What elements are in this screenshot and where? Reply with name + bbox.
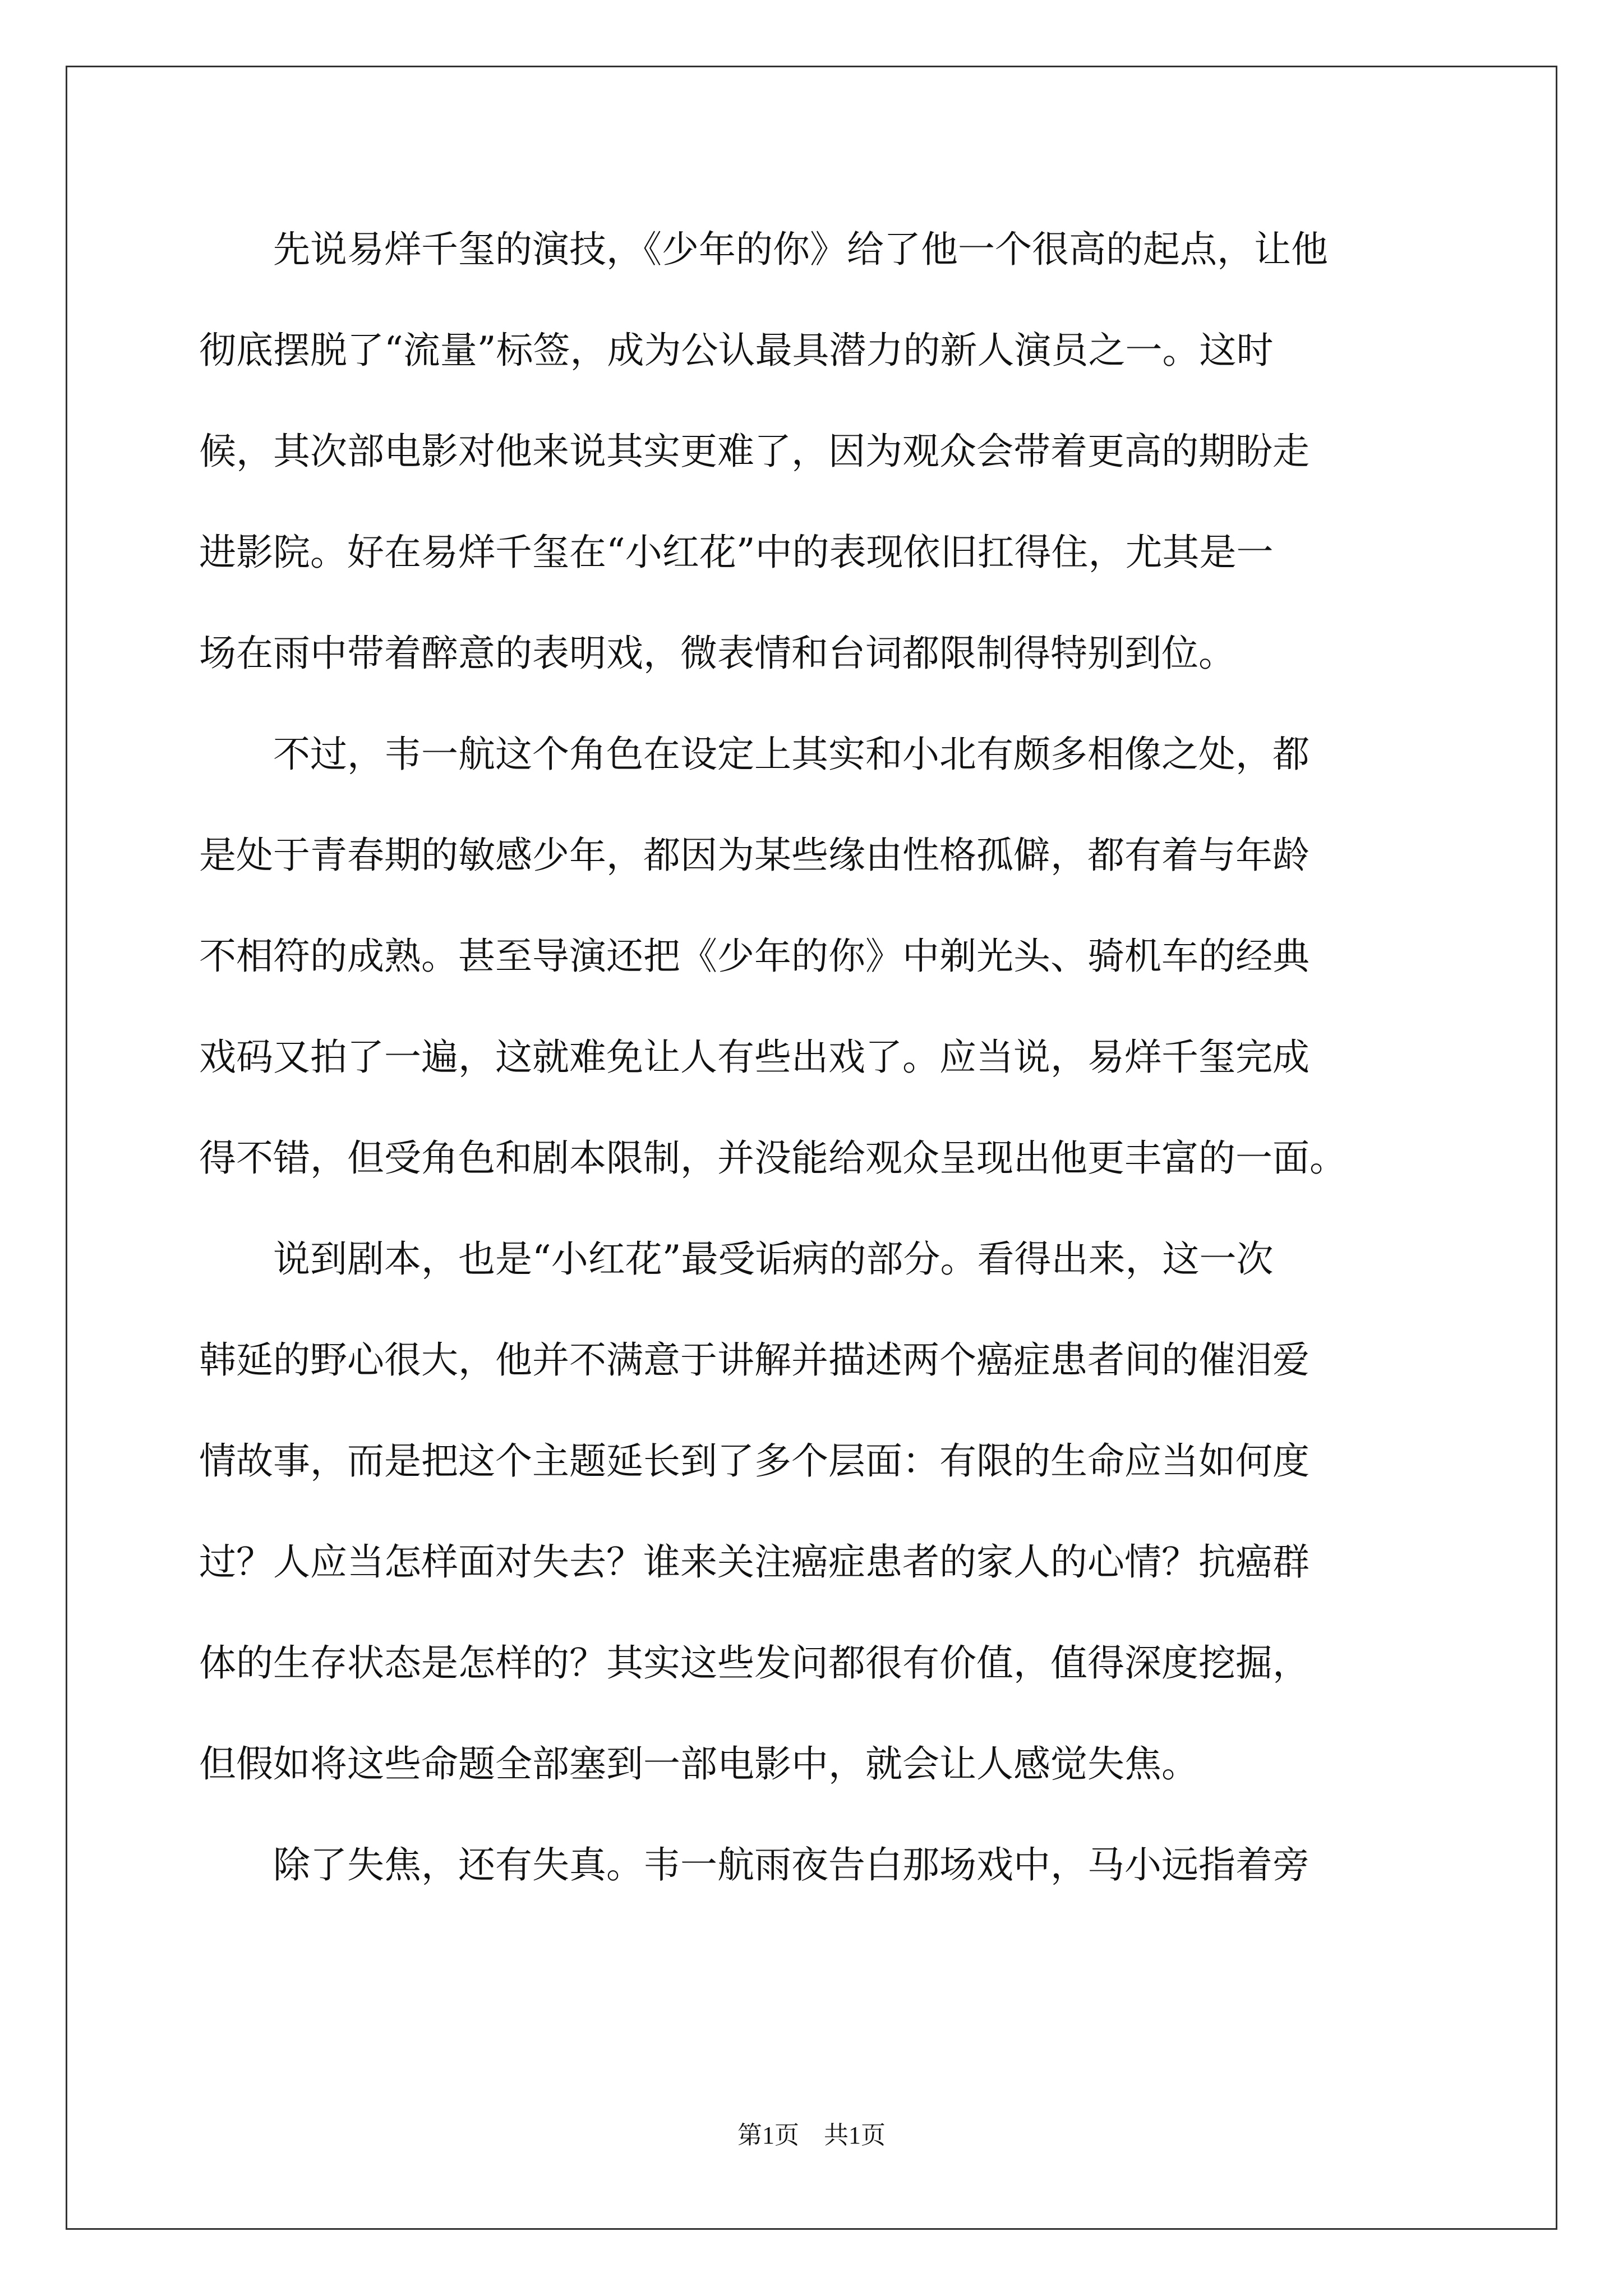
text-line: 过？人应当怎样面对失去？谁来关注癌症患者的家人的心情？抗癌群 [199, 1540, 1310, 1584]
text-line: 但假如将这些命题全部塞到一部电影中，就会让人感觉失焦。 [199, 1742, 1198, 1786]
text-line: 候，其次部电影对他来说其实更难了，因为观众会带着更高的期盼走 [199, 430, 1310, 473]
text-line: 进影院。好在易烊千玺在“小红花”中的表现依旧扛得住，尤其是一 [199, 531, 1274, 574]
text-line: 情故事，而是把这个主题延长到了多个层面：有限的生命应当如何度 [199, 1439, 1310, 1483]
text-line: 不相符的成熟。甚至导演还把《少年的你》中剃光头、骑机车的经典 [199, 935, 1310, 978]
text-line: 是处于青春期的敏感少年，都因为某些缘由性格孤僻，都有着与年龄 [199, 834, 1310, 877]
text-line: 得不错，但受角色和剧本限制，并没能给观众呈现出他更丰富的一面。 [199, 1137, 1347, 1180]
text-line: 体的生存状态是怎样的？其实这些发问都很有价值，值得深度挖掘， [199, 1641, 1310, 1685]
text-line: 先说易烊千玺的演技，《少年的你》给了他一个很高的起点，让他 [199, 228, 1328, 271]
text-line: 除了失焦，还有失真。韦一航雨夜告白那场戏中，马小远指着旁 [199, 1843, 1310, 1887]
text-line: 场在雨中带着醉意的表明戏，微表情和台词都限制得特别到位。 [199, 632, 1235, 675]
text-line: 不过，韦一航这个角色在设定上其实和小北有颇多相像之处，都 [199, 733, 1310, 776]
page-footer: 第1页 共1页 [737, 2122, 886, 2149]
text-line: 说到剧本，也是“小红花”最受诟病的部分。看得出来，这一次 [199, 1237, 1274, 1281]
text-line: 彻底摆脱了“流量”标签，成为公认最具潜力的新人演员之一。这时 [199, 329, 1274, 372]
text-line: 戏码又拍了一遍，这就难免让人有些出戏了。应当说，易烊千玺完成 [199, 1036, 1310, 1079]
text-line: 韩延的野心很大，他并不满意于讲解并描述两个癌症患者间的催泪爱 [199, 1338, 1310, 1382]
document-body [199, 199, 1424, 1916]
